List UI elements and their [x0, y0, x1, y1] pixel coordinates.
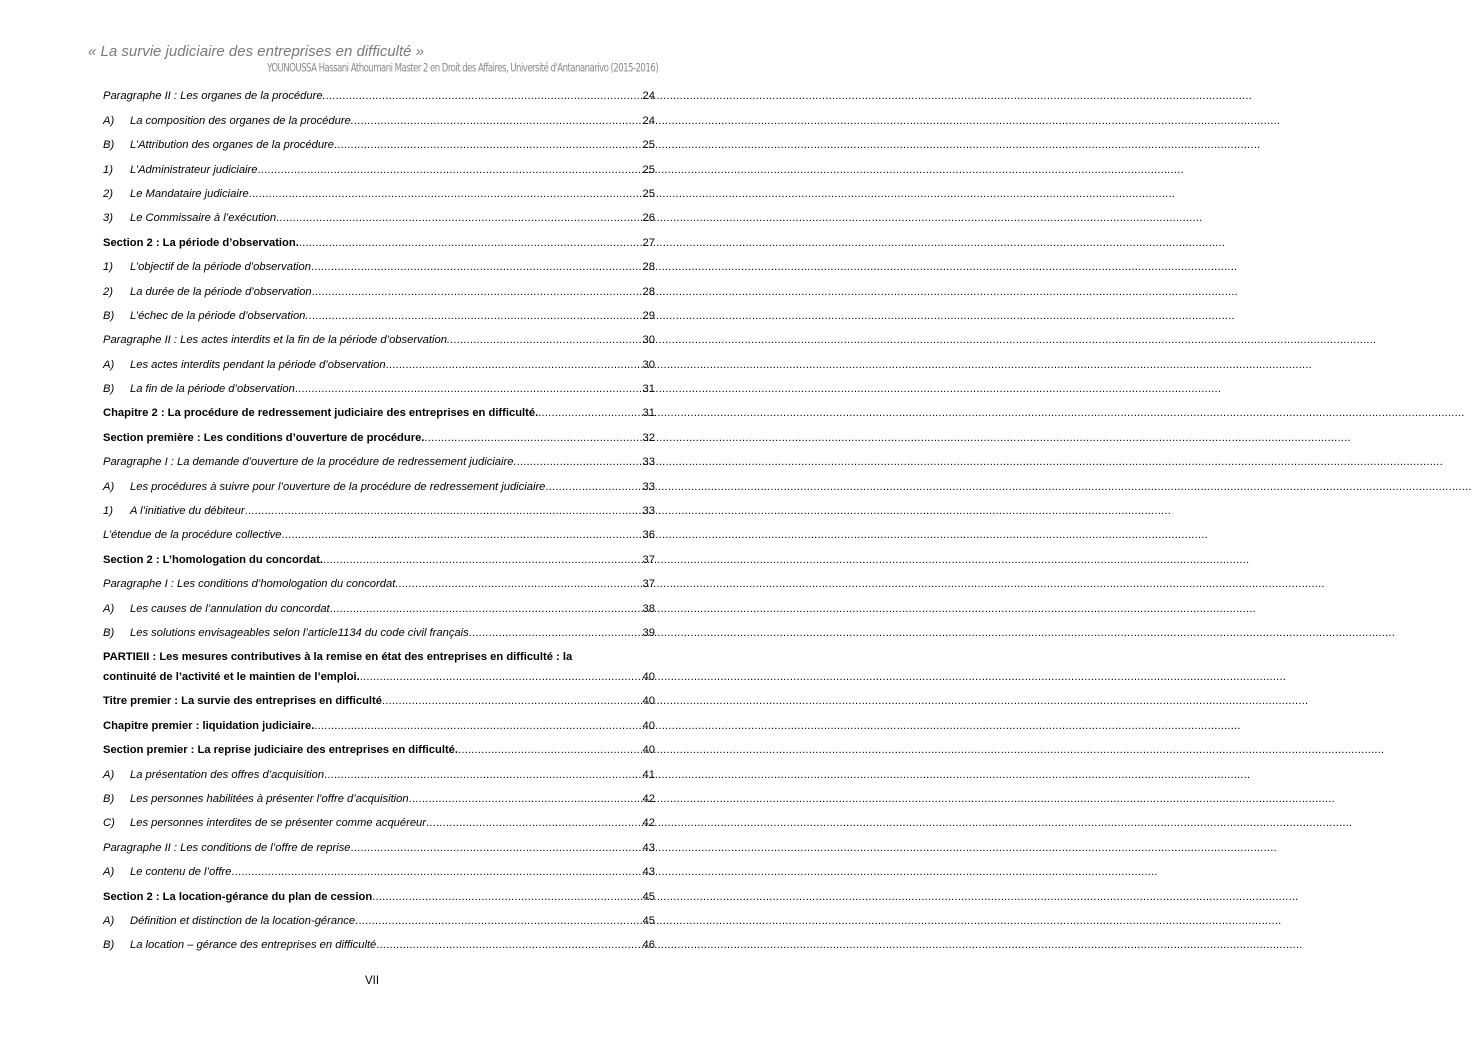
toc-entry — [103, 884, 655, 908]
leader-dots — [309, 309, 641, 323]
leader-dots — [231, 865, 640, 879]
toc-entry-page: 27 — [642, 236, 655, 249]
toc-entry — [103, 133, 655, 157]
toc-entry — [103, 713, 655, 737]
toc-entry-page: 46 — [642, 939, 655, 952]
toc-entry-number: A) — [103, 866, 115, 879]
toc-entry-number: 1) — [103, 505, 113, 518]
toc-entry-number: 1) — [103, 163, 113, 176]
toc-entry-page: 33 — [642, 456, 655, 469]
toc-entry-page: 25 — [642, 139, 655, 152]
leader-dots — [426, 816, 641, 830]
leader-dots — [354, 114, 641, 128]
toc-entry — [103, 279, 655, 303]
toc-entry — [103, 787, 655, 811]
toc-entry-page: 45 — [642, 914, 655, 927]
leader-dots — [360, 670, 641, 684]
toc-entry-title: Paragraphe I : La demande d’ouverture de la procédure de redressement judiciaire. — [103, 456, 517, 469]
toc-entry-title: Section premier : La reprise judiciaire des entreprises en difficulté. — [103, 744, 459, 757]
toc-entry-title: Les causes de l’annulation du concordat — [130, 602, 330, 615]
toc-entry — [103, 621, 655, 645]
toc-entry-title: Les actes interdits pendant la période d’observation — [130, 358, 386, 371]
toc-entry-title: La présentation des offres d’acquisition — [130, 768, 325, 781]
toc-entry-number: A) — [103, 480, 115, 493]
toc-entry-number: B) — [103, 626, 115, 639]
toc-entry-title-continued: continuité de l’activité et le maintien de l’emploi. — [103, 670, 360, 683]
toc-entry-title: Section 2 : La période d’observation. — [103, 236, 299, 249]
toc-entry-number: A) — [103, 114, 115, 127]
toc-entry-number: A) — [103, 602, 115, 615]
toc-entry-title: Les personnes habilitées à présenter l’offre d’acquisition — [130, 792, 409, 805]
running-header-title: « La survie judiciaire des entreprises en difficulté » — [88, 43, 425, 60]
leader-dots — [249, 187, 641, 201]
toc-entry-title: PARTIEII : Les mesures contributives à la remise en état des entreprises en difficulté : la — [103, 650, 573, 663]
toc-entry-page: 36 — [642, 529, 655, 542]
toc-entry — [103, 352, 655, 376]
toc-entry-number: 2) — [103, 285, 113, 298]
toc-entry-title: L’étendue de la procédure collective — [103, 529, 282, 542]
toc-entry — [103, 206, 655, 230]
leader-dots — [330, 602, 641, 616]
leader-dots — [257, 163, 640, 177]
leader-dots — [545, 480, 640, 494]
leader-dots — [324, 768, 641, 782]
toc-entry-page: 42 — [642, 792, 655, 805]
leader-dots — [351, 841, 641, 855]
page-number: VII — [364, 975, 380, 987]
toc-entry — [103, 157, 655, 181]
toc-entry-title: La fin de la période d’observation — [130, 383, 295, 396]
toc-entry — [103, 377, 655, 401]
leader-dots — [282, 528, 641, 542]
toc-entry-number: B) — [103, 939, 115, 952]
leader-dots — [398, 577, 640, 591]
toc-entry-page: 24 — [642, 114, 655, 127]
toc-entry-title: La composition des organes de la procédure. — [130, 114, 354, 127]
toc-entry — [103, 909, 655, 933]
toc-entry-title: La location – gérance des entreprises en difficulté — [130, 939, 377, 952]
toc-entry — [103, 835, 655, 859]
toc-entry-title: Section 2 : L’homologation du concordat. — [103, 553, 324, 566]
toc-entry-number: 1) — [103, 261, 113, 274]
leader-dots — [376, 938, 640, 952]
leader-dots — [450, 333, 641, 347]
toc-entry-page: 40 — [642, 744, 655, 757]
toc-entry-page: 28 — [642, 285, 655, 298]
toc-entry — [103, 523, 655, 547]
toc-entry-title: Les procédures à suivre pour l’ouverture de la procédure de redressement judiciaire — [130, 480, 546, 493]
toc-entry — [103, 84, 655, 108]
toc-entry-title: Le Commissaire à l’exécution — [130, 212, 277, 225]
toc-entry-page: 33 — [642, 505, 655, 518]
toc-entry-page: 41 — [642, 768, 655, 781]
toc-entry-title: La durée de la période d’observation — [130, 285, 312, 298]
toc-entry — [103, 230, 655, 254]
toc-entry-number: C) — [103, 817, 115, 830]
toc-entry-number: A) — [103, 914, 115, 927]
leader-dots — [538, 406, 640, 420]
toc-entry — [103, 328, 655, 352]
toc-entry-title: Paragraphe II : Les conditions de l’offre de reprise — [103, 841, 351, 854]
toc-entry — [103, 860, 655, 884]
toc-entry — [103, 689, 655, 713]
leader-dots — [424, 431, 640, 445]
toc-entry-title: Le Mandataire judiciaire — [130, 187, 249, 200]
toc-entry-page: 25 — [642, 163, 655, 176]
toc-entry — [103, 474, 655, 498]
toc-entry-title: Les personnes interdites de se présenter comme acquéreur — [130, 817, 427, 830]
toc-entry-page: 29 — [642, 309, 655, 322]
table-of-contents — [103, 84, 655, 957]
toc-entry-page: 37 — [642, 553, 655, 566]
toc-entry-title: Chapitre 2 : La procédure de redressement judiciaire des entreprises en difficulté. — [103, 407, 539, 420]
toc-entry — [103, 182, 655, 206]
toc-entry-number: A) — [103, 358, 115, 371]
toc-entry-title: Chapitre premier : liquidation judiciaire. — [103, 719, 315, 732]
toc-entry-page: 40 — [642, 719, 655, 732]
toc-entry-title: Paragraphe II : Les organes de la procédure. — [103, 90, 326, 103]
toc-entry-title: Titre premier : La survie des entreprises en difficulté — [103, 695, 382, 708]
toc-entry-number: B) — [103, 309, 115, 322]
toc-entry-page: 42 — [642, 817, 655, 830]
toc-entry-page: 39 — [642, 626, 655, 639]
leader-dots — [469, 626, 641, 640]
leader-dots — [386, 358, 641, 372]
toc-entry — [103, 547, 655, 571]
toc-entry — [103, 425, 655, 449]
leader-dots — [312, 285, 641, 299]
toc-entry-page: 43 — [642, 841, 655, 854]
toc-entry — [103, 450, 655, 474]
leader-dots — [517, 455, 641, 469]
toc-entry-title: Définition et distinction de la location-gérance — [130, 914, 356, 927]
leader-dots — [314, 719, 640, 733]
toc-entry-number: B) — [103, 792, 115, 805]
toc-entry-title: A l’initiative du débiteur — [130, 505, 245, 518]
toc-entry-title: Le contenu de l’offre — [130, 866, 232, 879]
toc-entry-title: Les solutions envisageables selon l’article1134 du code civil français — [130, 626, 469, 639]
toc-entry-title: L’Administrateur judiciaire — [130, 163, 258, 176]
toc-entry-title: L’objectif de la période d’observation — [130, 261, 311, 274]
toc-entry-page: 26 — [642, 212, 655, 225]
toc-entry — [103, 738, 655, 762]
toc-entry — [103, 811, 655, 835]
toc-entry — [103, 304, 655, 328]
toc-entry — [103, 499, 655, 523]
leader-dots — [355, 914, 640, 928]
toc-entry — [103, 255, 655, 279]
toc-entry-page: 40 — [642, 670, 655, 683]
toc-entry-page: 28 — [642, 261, 655, 274]
leader-dots — [245, 504, 641, 518]
toc-entry-page: 30 — [642, 334, 655, 347]
toc-entry — [103, 108, 655, 132]
leader-dots — [276, 211, 640, 225]
toc-entry-title: Paragraphe I : Les conditions d’homologation du concordat. — [103, 578, 399, 591]
toc-entry-page: 45 — [642, 890, 655, 903]
toc-entry-page: 43 — [642, 866, 655, 879]
toc-entry-page: 25 — [642, 187, 655, 200]
toc-entry-title: Section 2 : La location-gérance du plan de cession — [103, 890, 373, 903]
toc-entry-number: 2) — [103, 187, 113, 200]
running-header-author: YOUNOUSSA Hassani Athoumani Master 2 en Droit des Affaires, Université d'Antananarivo (2015-2016) — [267, 62, 658, 76]
leader-dots — [334, 138, 641, 152]
toc-entry-number: B) — [103, 383, 115, 396]
toc-entry-page: 31 — [642, 407, 655, 420]
leader-dots — [311, 260, 641, 274]
toc-entry-page: 31 — [642, 383, 655, 396]
toc-entry-title: L’échec de la période d’observation. — [130, 309, 309, 322]
leader-dots — [295, 382, 641, 396]
toc-entry — [103, 645, 655, 689]
toc-entry-page: 40 — [642, 695, 655, 708]
leader-dots — [323, 553, 641, 567]
leader-dots — [372, 890, 640, 904]
leader-dots — [458, 743, 641, 757]
toc-entry — [103, 762, 655, 786]
toc-entry — [103, 572, 655, 596]
leader-dots — [299, 236, 641, 250]
toc-entry-page: 38 — [642, 602, 655, 615]
toc-entry-title: Section première : Les conditions d’ouverture de procédure. — [103, 431, 425, 444]
toc-entry-title: Paragraphe II : Les actes interdits et la fin de la période d’observation. — [103, 334, 451, 347]
toc-entry-page: 30 — [642, 358, 655, 371]
toc-entry-page: 33 — [642, 480, 655, 493]
leader-dots — [326, 89, 641, 103]
toc-entry-number: A) — [103, 768, 115, 781]
toc-entry-number: B) — [103, 139, 115, 152]
toc-entry-number: 3) — [103, 212, 113, 225]
toc-entry — [103, 596, 655, 620]
toc-entry-page: 37 — [642, 578, 655, 591]
leader-dots — [382, 694, 641, 708]
toc-entry — [103, 933, 655, 957]
toc-entry-title: L’Attribution des organes de la procédure — [130, 139, 334, 152]
leader-dots — [409, 792, 641, 806]
toc-entry-page: 32 — [642, 431, 655, 444]
toc-entry — [103, 401, 655, 425]
toc-entry-page: 24 — [642, 90, 655, 103]
